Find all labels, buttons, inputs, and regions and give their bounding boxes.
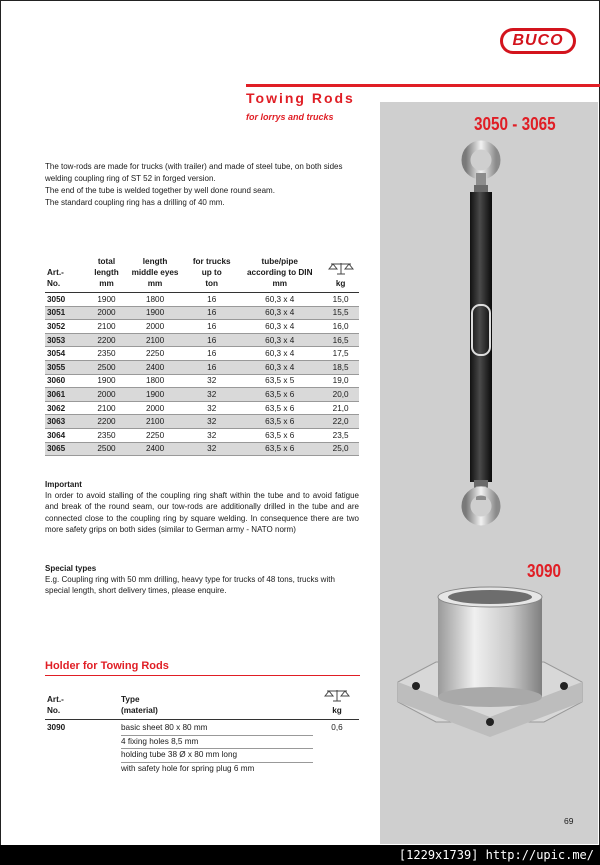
holder-header-row — [45, 688, 359, 720]
table-cell: 32 — [186, 415, 237, 429]
watermark: [1229x1739] http://upic.me/ — [0, 845, 600, 865]
page-subtitle: for lorrys and trucks — [246, 112, 334, 122]
scale-icon — [324, 688, 350, 702]
table-cell: 16 — [186, 333, 237, 347]
table-cell: 15,0 — [332, 294, 349, 304]
table-cell: 2500 — [89, 360, 124, 374]
table-cell: 20,0 — [322, 388, 359, 402]
table-row — [45, 388, 359, 402]
table-cell: 32 — [186, 442, 237, 456]
cell-art-no: 3065 — [45, 442, 89, 456]
cell-art-no: 3055 — [45, 360, 89, 374]
table-cell: 2500 — [89, 442, 124, 456]
holder-art-no: 3090 — [47, 723, 66, 732]
table-cell: 2100 — [97, 321, 116, 331]
table-cell: 19,0 — [332, 376, 349, 386]
table-row — [45, 320, 359, 334]
cell-art-no: 3062 — [47, 403, 66, 413]
cell-art-no: 3054 — [47, 349, 66, 359]
table-cell: 2350 — [97, 430, 116, 440]
table-cell: 32 — [207, 376, 217, 386]
special-types-body: E.g. Coupling ring with 50 mm drilling, heavy type for trucks of 48 tons, trucks with special length, short delivery times, please enquire. — [45, 575, 335, 596]
table-cell: 32 — [207, 403, 217, 413]
table-cell: 63,5 x 6 — [237, 388, 322, 402]
holder-type-line: basic sheet 80 x 80 mm — [121, 722, 313, 736]
table-cell: 63,5 x 5 — [265, 376, 295, 386]
cell-art-no: 3061 — [45, 388, 89, 402]
table-cell: 63,5 x 6 — [237, 415, 322, 429]
table-cell: 63,5 x 6 — [265, 430, 295, 440]
special-types-heading: Special types — [45, 564, 97, 573]
holder-table — [45, 688, 359, 775]
holder-rule — [45, 675, 360, 676]
page-title: Towing Rods — [246, 90, 355, 106]
table-row — [45, 415, 359, 429]
table-cell: 2100 — [124, 415, 186, 429]
table-cell: 2100 — [97, 403, 116, 413]
table-cell: 16 — [186, 360, 237, 374]
product-image-panel — [380, 102, 598, 844]
table-row — [45, 428, 359, 442]
holder-col-art: Art.- No. — [47, 695, 64, 715]
holder-type-line: 4 fixing holes 8,5 mm — [121, 736, 313, 750]
table-cell: 60,3 x 4 — [265, 349, 295, 359]
important-body: In order to avoid stalling of the coupling ring shaft within the tube and to avoid fatigue and break of the round seam, our tow-rods are additionally drilled in the tube and are connected close to the coupling ring by square welding. In consequence there are two more safety grips on both sides (similar to German army - NATO norm) — [45, 491, 359, 534]
col-length-middle-eyes: length middle eyes mm — [131, 257, 179, 288]
table-cell: 63,5 x 6 — [237, 442, 322, 456]
table-row — [45, 442, 359, 456]
cell-art-no: 3060 — [47, 376, 66, 386]
table-cell: 2000 — [89, 388, 124, 402]
table-row — [45, 293, 359, 307]
table-cell: 16 — [207, 349, 217, 359]
table-cell: 21,0 — [332, 403, 349, 413]
table-cell: 60,3 x 4 — [265, 321, 295, 331]
table-cell: 16,5 — [322, 333, 359, 347]
table-cell: 17,5 — [332, 349, 349, 359]
holder-col-type: Type (material) — [121, 695, 158, 715]
cell-art-no: 3063 — [45, 415, 89, 429]
table-cell: 18,5 — [322, 360, 359, 374]
table-row — [45, 347, 359, 361]
table-cell: 2350 — [97, 349, 116, 359]
table-cell: 60,3 x 4 — [237, 306, 322, 320]
cell-art-no: 3050 — [47, 294, 66, 304]
table-cell: 15,5 — [322, 306, 359, 320]
table-cell: 1900 — [97, 376, 116, 386]
intro-paragraph: The end of the tube is welded together by well done round seam. — [45, 186, 275, 195]
table-cell: 2200 — [89, 333, 124, 347]
table-cell: 60,3 x 4 — [265, 294, 295, 304]
table-cell: 60,3 x 4 — [237, 333, 322, 347]
table-cell: 1800 — [145, 376, 165, 386]
table-cell: 16 — [207, 294, 217, 304]
cell-art-no: 3051 — [45, 306, 89, 320]
table-cell: 2000 — [89, 306, 124, 320]
towing-rod-illustration — [380, 102, 598, 844]
table-cell: 1900 — [97, 294, 116, 304]
table-header-row — [45, 256, 359, 293]
table-row — [45, 333, 359, 347]
table-cell: 23,5 — [332, 430, 349, 440]
table-cell: 2100 — [124, 333, 186, 347]
table-row — [45, 374, 359, 388]
intro-text — [45, 161, 363, 209]
table-cell: 32 — [207, 430, 217, 440]
table-cell: 22,0 — [322, 415, 359, 429]
intro-paragraph: The tow-rods are made for trucks (with trailer) and made of steel tube, on both sides welding coupling ring of ST 52 in forged version. — [45, 162, 343, 183]
table-cell: 16,0 — [332, 321, 349, 331]
table-row — [45, 360, 359, 374]
holder-col-kg: kg — [315, 688, 359, 720]
col-kg: kg — [322, 256, 359, 293]
table-cell: 32 — [186, 388, 237, 402]
table-cell: 25,0 — [322, 442, 359, 456]
holder-kg: 0,6 — [331, 723, 343, 732]
table-cell: 2400 — [124, 442, 186, 456]
col-total-length: total length mm — [94, 257, 119, 288]
table-cell: 2200 — [89, 415, 124, 429]
table-row — [45, 306, 359, 320]
holder-title: Holder for Towing Rods — [45, 660, 169, 672]
intro-paragraph: The standard coupling ring has a drilling of 40 mm. — [45, 198, 225, 207]
table-cell: 1800 — [145, 294, 165, 304]
header-red-rule — [246, 84, 600, 87]
holder-row — [45, 720, 359, 776]
table-cell: 2400 — [124, 360, 186, 374]
article-holder-label: 3090 — [527, 561, 562, 581]
holder-type-line: with safety hole for spring plug 6 mm — [121, 763, 255, 773]
table-cell: 2250 — [145, 349, 165, 359]
cell-art-no: 3064 — [47, 430, 66, 440]
table-cell: 16 — [207, 321, 217, 331]
important-heading: Important — [45, 480, 82, 489]
table-row — [45, 401, 359, 415]
table-cell: 16 — [186, 306, 237, 320]
article-range-label: 3050 - 3065 — [474, 114, 556, 134]
col-art-no: Art.- No. — [47, 268, 64, 288]
table-cell: 63,5 x 6 — [265, 403, 295, 413]
col-for-trucks: for trucks up to ton — [192, 257, 231, 288]
scale-icon — [328, 261, 354, 275]
towing-rods-table — [45, 256, 359, 456]
table-cell: 2000 — [145, 403, 165, 413]
holder-type-line: holding tube 38 Ø x 80 mm long — [121, 749, 313, 763]
table-cell: 1900 — [124, 306, 186, 320]
col-tube-pipe: tube/pipe according to DIN mm — [246, 257, 313, 288]
cell-art-no: 3052 — [47, 321, 66, 331]
buco-logo: BUCO — [500, 28, 576, 54]
cell-art-no: 3053 — [45, 333, 89, 347]
table-cell: 1900 — [124, 388, 186, 402]
holder-type-cell — [119, 720, 315, 776]
page-number: 69 — [564, 816, 574, 826]
table-cell: 60,3 x 4 — [237, 360, 322, 374]
table-cell: 2250 — [145, 430, 165, 440]
table-cell: 2000 — [145, 321, 165, 331]
